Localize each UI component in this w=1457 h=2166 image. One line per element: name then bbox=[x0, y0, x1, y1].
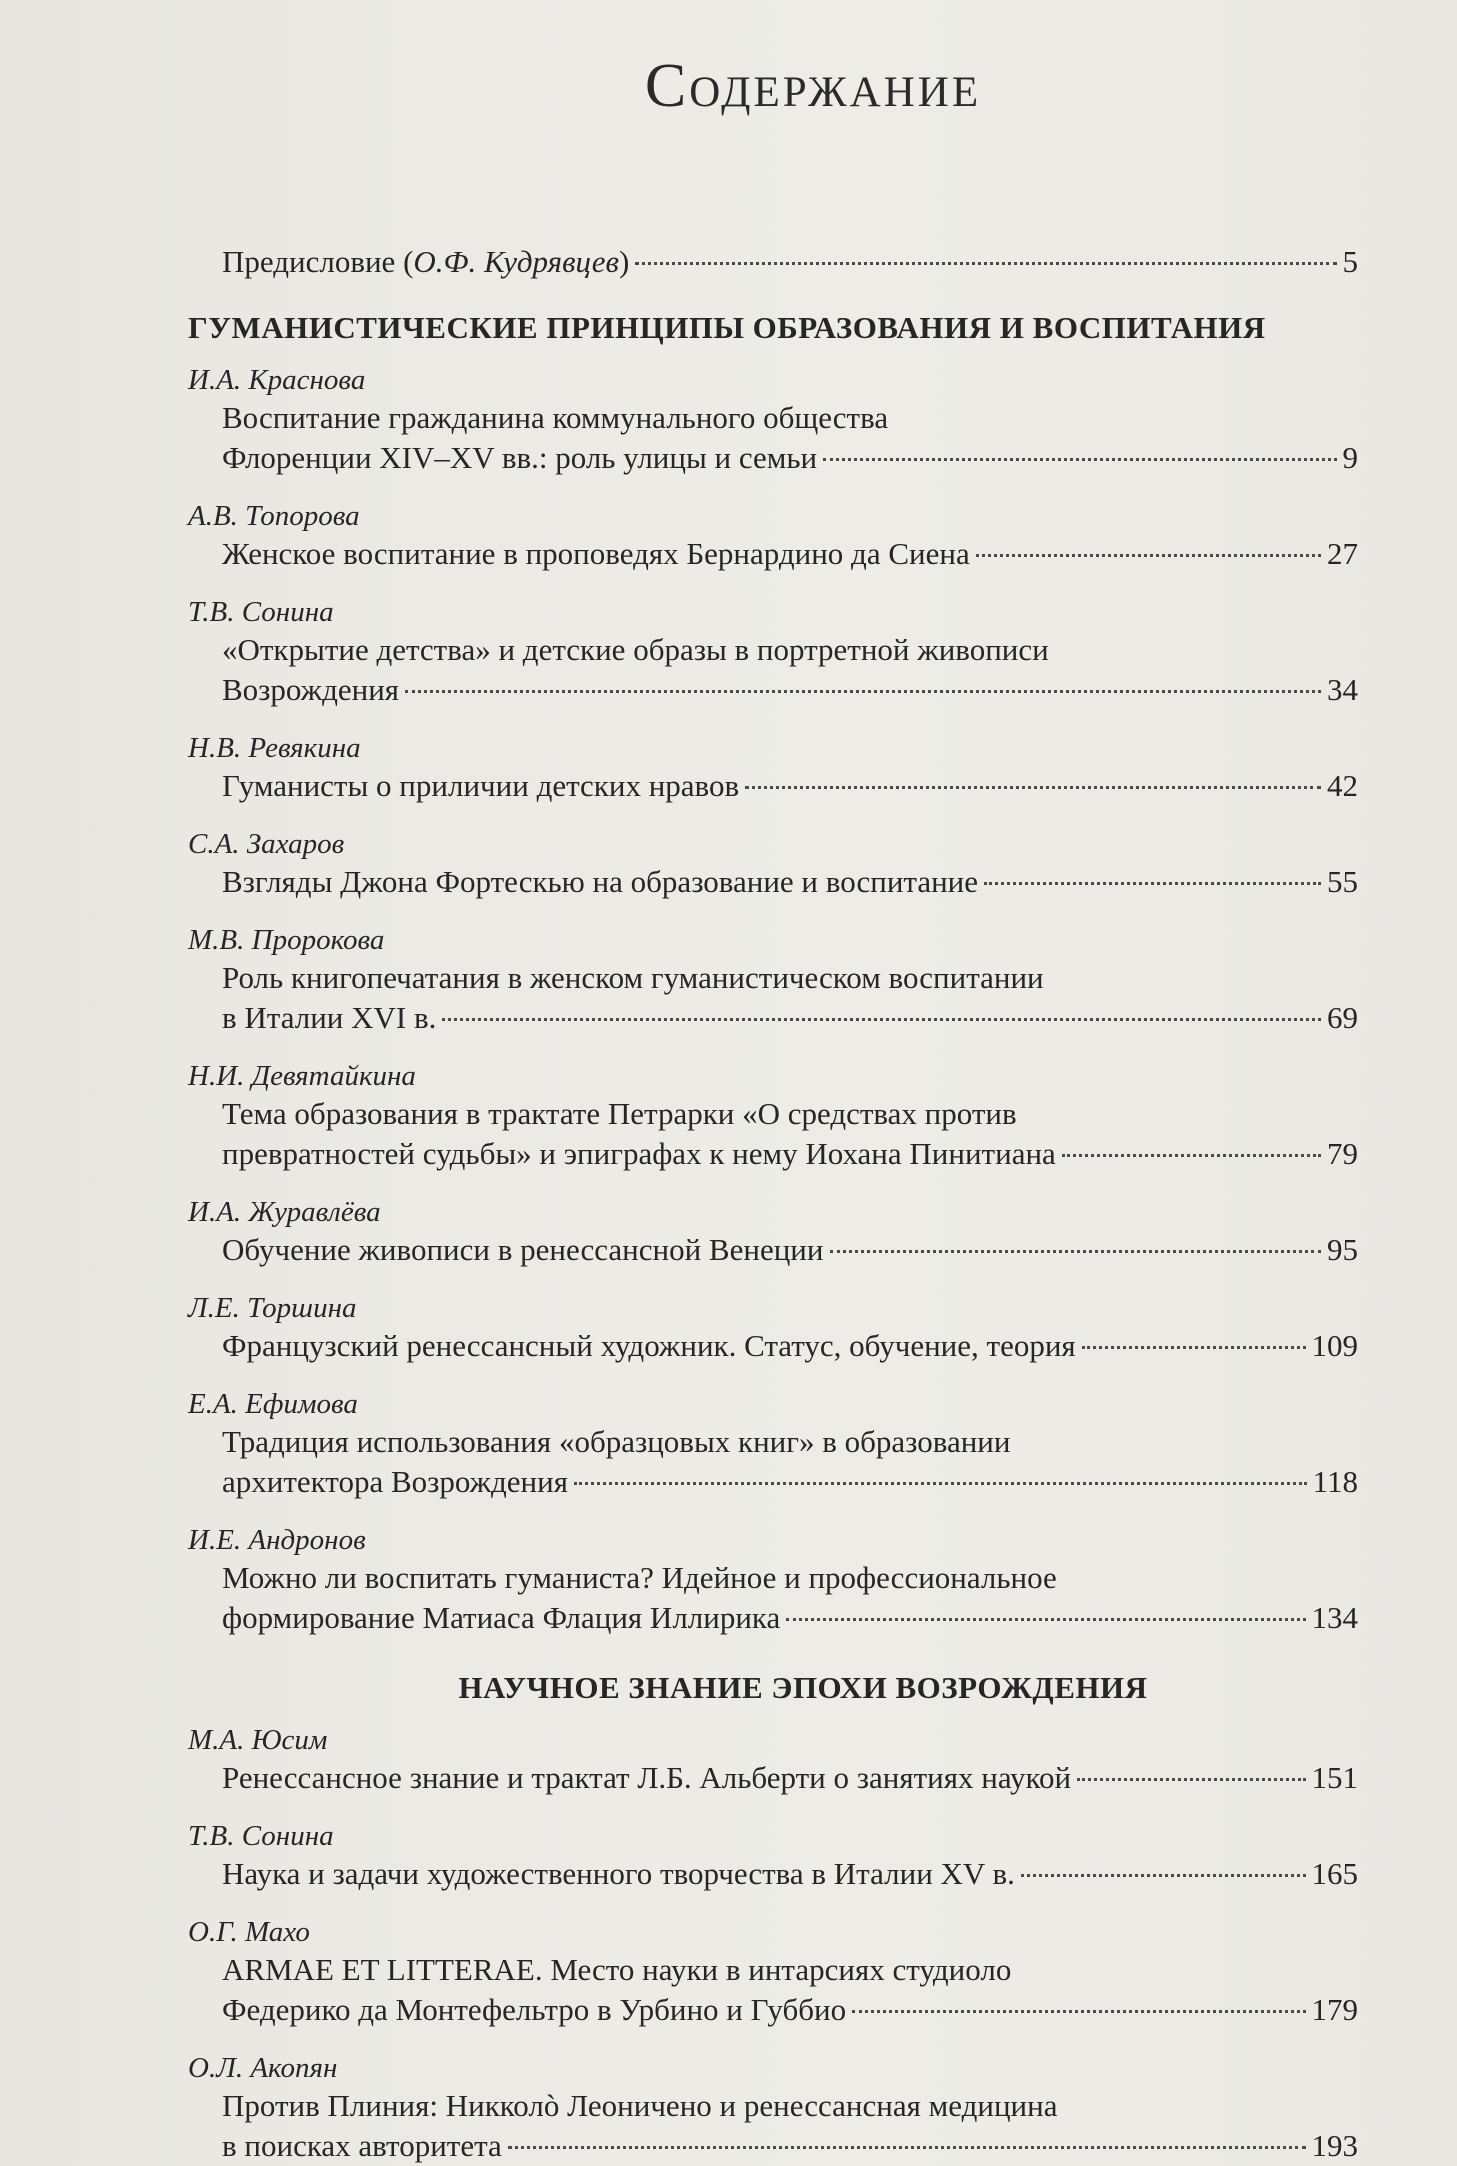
entry-title-row bbox=[222, 1854, 1358, 1894]
toc-entry bbox=[188, 1058, 1358, 1174]
entry-body bbox=[188, 958, 1358, 1038]
entry-title-line: Роль книгопечатания в женском гуманистическом воспитании bbox=[222, 960, 1044, 995]
dot-leader bbox=[830, 1250, 1322, 1253]
preface-editor: О.Ф. Кудрявцев bbox=[413, 244, 620, 279]
entry-title-line: Ренессансное знание и трактат Л.Б. Альберти о занятиях наукой bbox=[222, 1760, 1072, 1795]
dot-leader bbox=[508, 2146, 1306, 2149]
toc-entry bbox=[188, 1290, 1358, 1366]
dot-leader bbox=[1077, 1778, 1305, 1781]
entry-body bbox=[188, 1230, 1358, 1270]
entry-title-line: в поисках авторитета bbox=[222, 2128, 502, 2163]
page-number: 151 bbox=[1311, 1760, 1358, 1795]
entry-author: А.В. Топорова bbox=[188, 500, 360, 532]
entry-title-line: Флоренции XIV–XV вв.: роль улицы и семьи bbox=[222, 440, 818, 475]
page-number: 118 bbox=[1312, 1464, 1358, 1499]
entry-author: Е.А. Ефимова bbox=[188, 1388, 358, 1420]
page-title: Содержание bbox=[644, 52, 982, 120]
entry-title-line: Воспитание гражданина коммунального общества bbox=[222, 400, 889, 435]
dot-leader bbox=[1021, 1874, 1306, 1877]
entry-body bbox=[188, 1422, 1358, 1502]
dot-leader bbox=[442, 1018, 1321, 1021]
dot-leader bbox=[984, 882, 1321, 885]
entry-body bbox=[188, 1758, 1358, 1798]
entry-author: Т.В. Сонина bbox=[188, 1820, 334, 1852]
entry-title-row bbox=[222, 1230, 1358, 1270]
page-number: 5 bbox=[1342, 244, 1358, 279]
entry-body bbox=[188, 1558, 1358, 1638]
page-number: 95 bbox=[1327, 1232, 1358, 1267]
entry-body bbox=[188, 1854, 1358, 1894]
entry-author: Л.Е. Торшина bbox=[188, 1292, 357, 1324]
entry-body bbox=[188, 398, 1358, 478]
entry-title-row bbox=[222, 670, 1358, 710]
entry-title-row bbox=[222, 534, 1358, 574]
entry-title-line: Можно ли воспитать гуманиста? Идейное и профессиональное bbox=[222, 1560, 1057, 1595]
dot-leader bbox=[635, 262, 1336, 265]
toc-entry bbox=[188, 826, 1358, 902]
entry-body bbox=[188, 2086, 1358, 2166]
dot-leader bbox=[1082, 1346, 1306, 1349]
entry-title-line: Обучение живописи в ренессансной Венеции bbox=[222, 1232, 824, 1267]
entry-author: Н.И. Девятайкина bbox=[188, 1060, 416, 1092]
section2-entries bbox=[188, 1722, 1358, 2166]
page-number: 9 bbox=[1342, 440, 1358, 475]
entry-title-line: Гуманисты о приличии детских нравов bbox=[222, 768, 740, 803]
entry-title-line: Против Плиния: Никколò Леоничено и ренессансная медицина bbox=[222, 2088, 1058, 2123]
entry-body bbox=[188, 1094, 1358, 1174]
dot-leader bbox=[976, 554, 1321, 557]
entry-body bbox=[188, 1326, 1358, 1366]
entry-author: М.А. Юсим bbox=[188, 1724, 328, 1756]
entry-body bbox=[188, 862, 1358, 902]
page-number: 134 bbox=[1311, 1600, 1358, 1635]
dot-leader bbox=[574, 1482, 1307, 1485]
entry-title-line: Традиция использования «образцовых книг» в образовании bbox=[222, 1424, 1011, 1459]
toc-entry bbox=[188, 498, 1358, 574]
entry-title-line: в Италии XVI в. bbox=[222, 1000, 437, 1035]
entry-title-row bbox=[222, 1326, 1358, 1366]
toc-entry bbox=[188, 594, 1358, 710]
entry-title-row bbox=[222, 1990, 1358, 2030]
entry-author: И.А. Журавлёва bbox=[188, 1196, 381, 1228]
entry-title-line: Федерико да Монтефельтро в Урбино и Губбио bbox=[222, 1992, 847, 2027]
entry-author: И.Е. Андронов bbox=[188, 1524, 366, 1556]
preface-entry bbox=[188, 242, 1358, 282]
entry-author: С.А. Захаров bbox=[188, 828, 345, 860]
entry-body bbox=[188, 630, 1358, 710]
entry-author: М.В. Пророкова bbox=[188, 924, 385, 956]
section-heading-humanist-principles: ГУМАНИСТИЧЕСКИЕ ПРИНЦИПЫ ОБРАЗОВАНИЯ И ВОСПИТАНИЯ bbox=[188, 310, 1266, 345]
entry-author: О.Л. Акопян bbox=[188, 2052, 338, 2084]
entry-title-row bbox=[222, 998, 1358, 1038]
entry-title-row bbox=[222, 766, 1358, 806]
entry-author: И.А. Краснова bbox=[188, 364, 366, 396]
entry-title-row bbox=[222, 862, 1358, 902]
entry-title-line: ARMAE ET LITTERAE. Место науки в интарсиях студиоло bbox=[222, 1952, 1012, 1987]
entry-author: Т.В. Сонина bbox=[188, 596, 334, 628]
entry-title-line: архитектора Возрождения bbox=[222, 1464, 568, 1499]
toc-entry bbox=[188, 1522, 1358, 1638]
dot-leader bbox=[823, 458, 1336, 461]
page-number: 165 bbox=[1311, 1856, 1358, 1891]
entry-title-row bbox=[222, 1758, 1358, 1798]
section-heading-scientific-knowledge: НАУЧНОЕ ЗНАНИЕ ЭПОХИ ВОЗРОЖДЕНИЯ bbox=[458, 1670, 1148, 1705]
toc-entry bbox=[188, 1914, 1358, 2030]
entry-title-line: формирование Матиаса Флация Иллирика bbox=[222, 1600, 781, 1635]
entry-title-row bbox=[222, 1598, 1358, 1638]
page-number: 42 bbox=[1327, 768, 1358, 803]
entry-title-row bbox=[222, 2126, 1358, 2166]
dot-leader bbox=[1062, 1154, 1321, 1157]
entry-title-line: Наука и задачи художественного творчества в Италии XV в. bbox=[222, 1856, 1015, 1891]
page-number: 55 bbox=[1327, 864, 1358, 899]
entry-title-line: Возрождения bbox=[222, 672, 400, 707]
dot-leader bbox=[745, 786, 1321, 789]
toc-entry bbox=[188, 1818, 1358, 1894]
entry-author: Н.В. Ревякина bbox=[188, 732, 361, 764]
entry-body bbox=[188, 1950, 1358, 2030]
page-number: 179 bbox=[1311, 1992, 1358, 2027]
toc-entry bbox=[188, 730, 1358, 806]
page-number: 34 bbox=[1327, 672, 1358, 707]
entry-body bbox=[188, 534, 1358, 574]
dot-leader bbox=[405, 690, 1321, 693]
page-number: 109 bbox=[1311, 1328, 1358, 1363]
entry-title-row bbox=[222, 1462, 1358, 1502]
page-number: 193 bbox=[1311, 2128, 1358, 2163]
section1-entries bbox=[188, 362, 1358, 1638]
entry-author: О.Г. Махо bbox=[188, 1916, 310, 1948]
entry-title-line: «Открытие детства» и детские образы в портретной живописи bbox=[222, 632, 1049, 667]
entry-title-line: превратностей судьбы» и эпиграфах к нему Иохана Пинитиана bbox=[222, 1136, 1056, 1171]
entry-title-line: Женское воспитание в проповедях Бернардино да Сиена bbox=[222, 536, 970, 571]
dot-leader bbox=[786, 1618, 1305, 1621]
page-number: 69 bbox=[1327, 1000, 1358, 1035]
preface-title: Предисловие (О.Ф. Кудрявцев) bbox=[222, 244, 630, 279]
entry-title-line: Тема образования в трактате Петрарки «О средствах против bbox=[222, 1096, 1017, 1131]
table-of-contents bbox=[188, 40, 1358, 2166]
toc-entry bbox=[188, 1722, 1358, 1798]
page-number: 79 bbox=[1327, 1136, 1358, 1171]
entry-title-row bbox=[222, 438, 1358, 478]
toc-entry bbox=[188, 1386, 1358, 1502]
dot-leader bbox=[852, 2010, 1305, 2013]
toc-entry bbox=[188, 362, 1358, 478]
entry-body bbox=[188, 766, 1358, 806]
entry-title-row bbox=[222, 1134, 1358, 1174]
page-number: 27 bbox=[1327, 536, 1358, 571]
toc-entry bbox=[188, 2050, 1358, 2166]
entry-title-line: Взгляды Джона Фортескью на образование и воспитание bbox=[222, 864, 979, 899]
toc-entry bbox=[188, 1194, 1358, 1270]
toc-entry bbox=[188, 922, 1358, 1038]
entry-title-line: Французский ренессансный художник. Статус, обучение, теория bbox=[222, 1328, 1076, 1363]
